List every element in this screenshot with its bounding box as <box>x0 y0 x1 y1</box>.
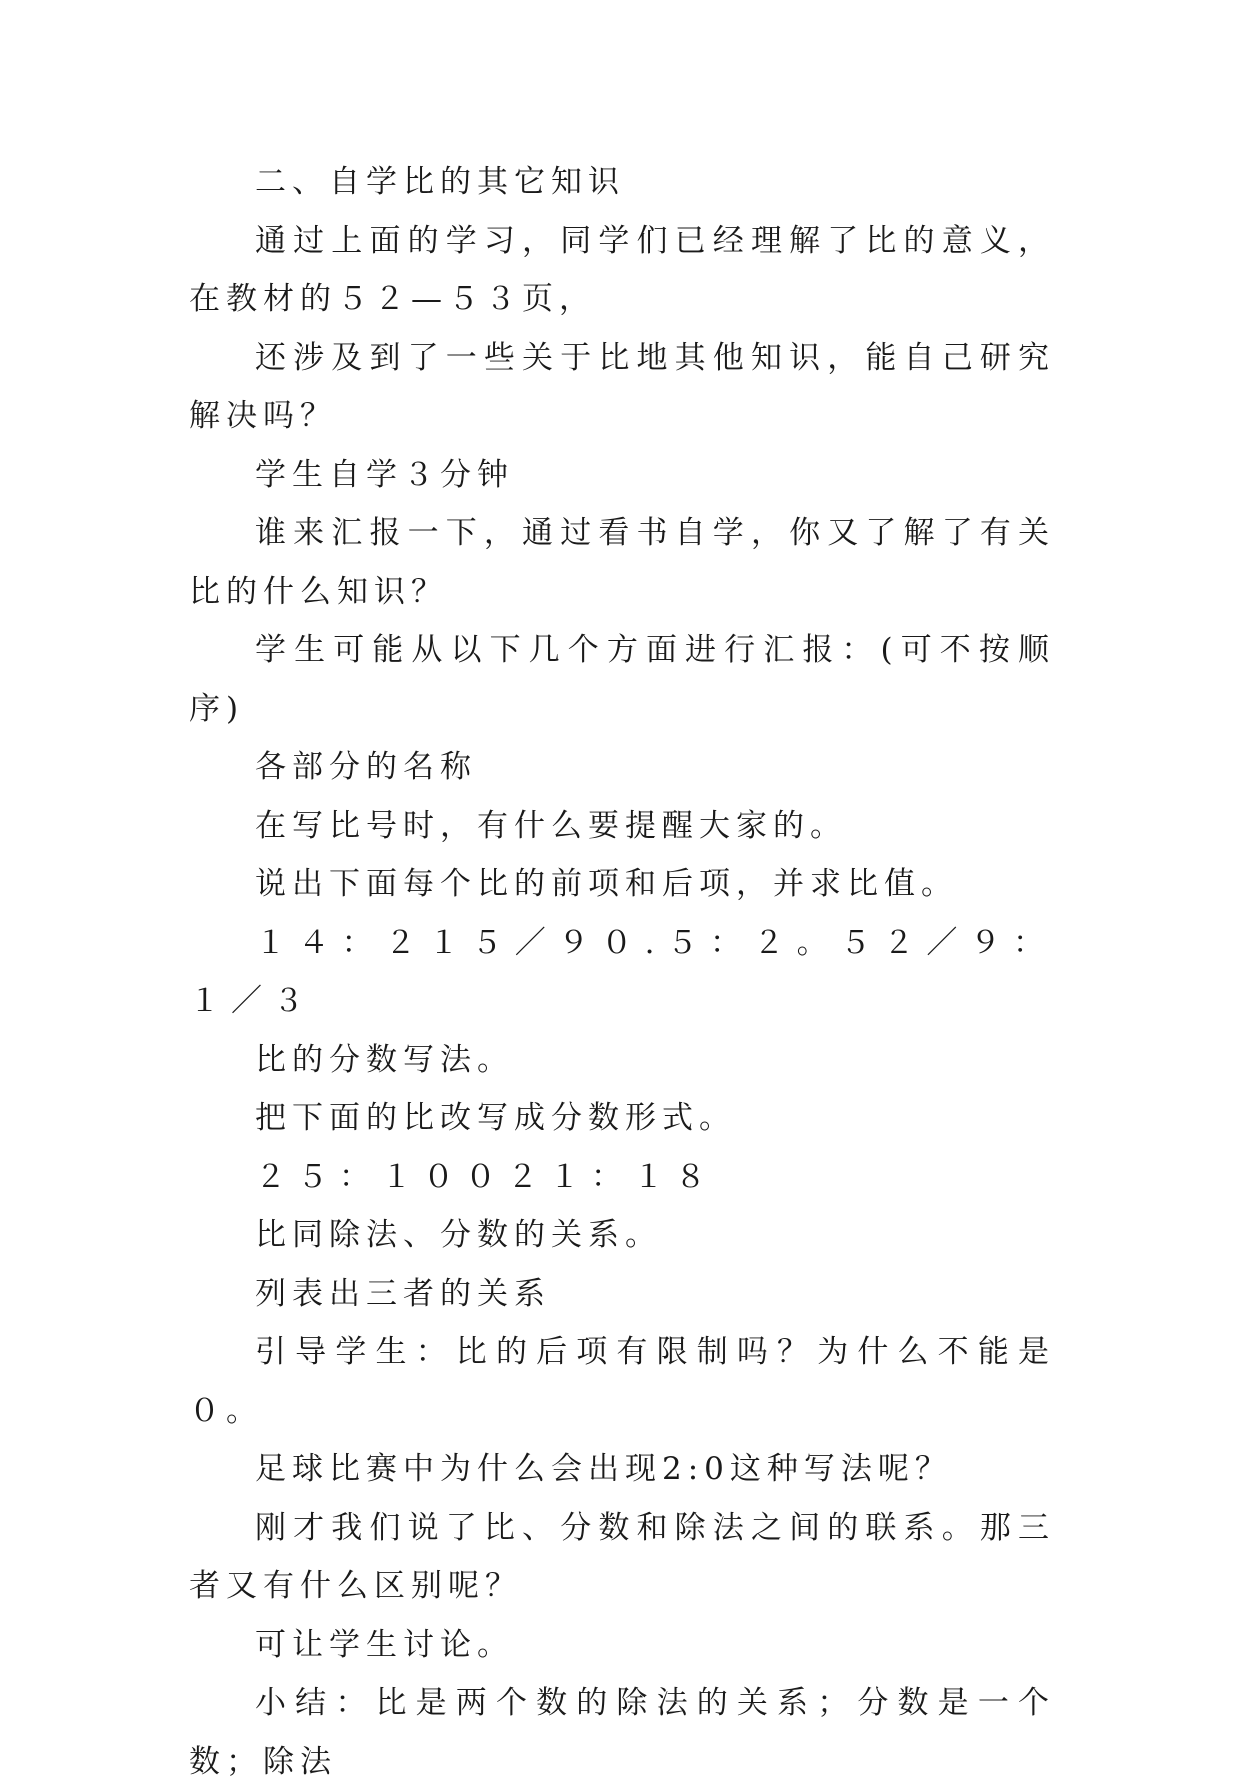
paragraph: 足球比赛中为什么会出现2:0这种写法呢？ <box>255 1451 952 1487</box>
paragraph: 小结：比是两个数的除法的关系；分数是一个数；除法 <box>189 1685 1055 1780</box>
section-heading: 二、自学比的其它知识 <box>255 164 625 200</box>
ratio-exercise-line: １４：２１５／９０.５：２。５２／９：１／３ <box>189 924 1055 1019</box>
document-body <box>189 153 1055 1791</box>
paragraph: 各部分的名称 <box>255 749 477 785</box>
paragraph: 学生自学３分钟 <box>255 456 514 493</box>
paragraph: 比同除法、分数的关系。 <box>255 1217 662 1253</box>
ratio-exercise-line: ２５：１００２１：１８ <box>255 1158 717 1195</box>
paragraph: 通过上面的学习，同学们已经理解了比的意义，在教材的５２—５３页， <box>189 222 1055 317</box>
paragraph: 刚才我们说了比、分数和除法之间的联系。那三者又有什么区别呢？ <box>189 1509 1055 1604</box>
paragraph: 还涉及到了一些关于比地其他知识，能自己研究解决吗？ <box>189 339 1055 434</box>
paragraph: 列表出三者的关系 <box>255 1275 551 1312</box>
paragraph: 学生可能从以下几个方面进行汇报：(可不按顺序) <box>189 632 1055 727</box>
paragraph: 引导学生：比的后项有限制吗？为什么不能是０。 <box>189 1334 1055 1429</box>
paragraph: 把下面的比改写成分数形式。 <box>255 1100 736 1136</box>
paragraph: 说出下面每个比的前项和后项，并求比值。 <box>255 866 958 902</box>
paragraph: 在写比号时，有什么要提醒大家的。 <box>255 807 847 844</box>
paragraph: 比的分数写法。 <box>255 1041 514 1078</box>
paragraph: 谁来汇报一下，通过看书自学，你又了解了有关比的什么知识？ <box>189 515 1055 610</box>
paragraph: 可让学生讨论。 <box>255 1626 514 1663</box>
